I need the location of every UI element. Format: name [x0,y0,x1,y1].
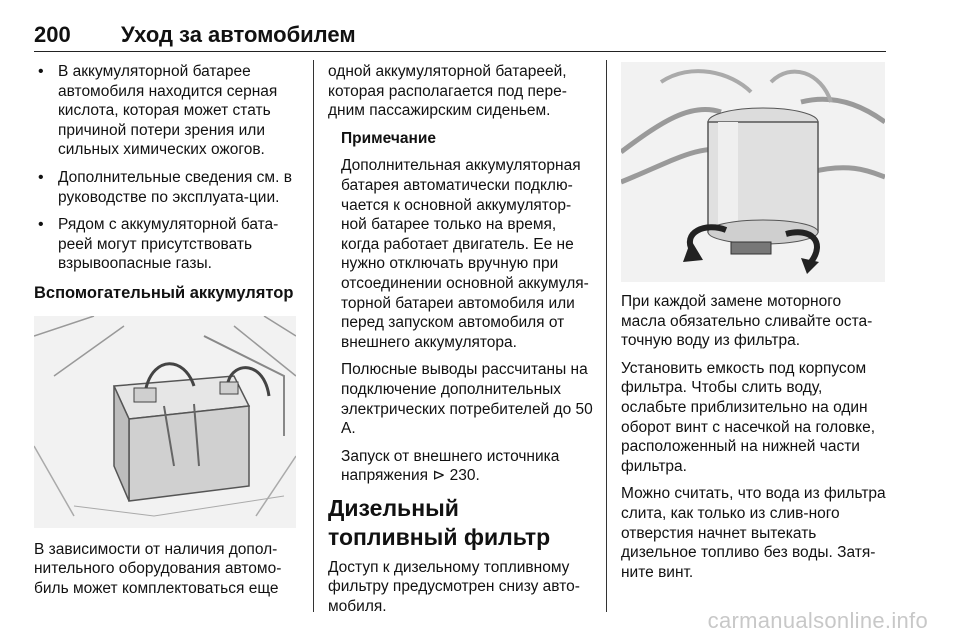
page-title: Уход за автомобилем [121,22,356,47]
column-divider-2 [606,60,607,612]
column-divider-1 [313,60,314,612]
diesel-filter-illustration [621,62,885,282]
note-heading: Примечание [341,129,436,147]
diesel-filter-access: Доступ к дизельному топливному фильтру предусмотрен снизу авто-мобиля. [328,558,580,616]
bullet-item: • Рядом с аккумуляторной бата-реей могут присутствовать взрывоопасные газы. [34,215,302,274]
page-header [34,22,894,52]
terminals-paragraph: Полюсные выводы рассчитаны на подключение дополнительных электрических потребителей до 50 А. [341,361,593,438]
aux-battery-paragraph: В зависимости от наличия допол-нительного оборудования автомо-биль может комплектоваться еще [34,540,282,597]
aux-battery-illustration [34,316,296,528]
filter-paragraph-1: При каждой замене моторного масла обязательно сливайте оста-точную воду из фильтра. [621,293,873,350]
filter-drawing [621,62,885,282]
battery-drawing [34,316,296,528]
column-2 [328,62,594,625]
header-rule [34,51,886,52]
note-text: Дополнительная аккумуляторная батарея автоматически подклю-чается к основной аккумулятор-ной батарее только на время, когда работает двигатель. Ее не нужно отключать вручную при отсоединении основной аккумуля-торной батареи автомобиля или перед запуском автомобиля от внешнего аккумулятора. [341,157,589,351]
jump-start-link[interactable]: Запуск от внешнего источника напряжения ⊳ 230. [341,447,560,485]
bullet-item: • В аккумуляторной батарее автомобиля находится серная кислота, которая может стать причиной потери зрения или сильных химических ожогов. [34,62,302,160]
section-title-diesel-filter: Дизельный топливный фильтр [328,494,551,550]
watermark: carmanualsonline.info [707,608,928,633]
note-block [328,129,594,353]
filter-paragraph-2: Установить емкость под корпусом фильтра. Чтобы слить воду, ослабьте приблизительно на один оборот винт с насечкой на головке, расположенный на нижней части фильтра. [621,359,876,475]
bullet-item: • Дополнительные сведения см. в руководстве по эксплуата-ции. [34,168,302,207]
subheading-aux-battery: Вспомогательный аккумулятор [34,283,294,302]
page-number: 200 [34,22,71,47]
filter-paragraph-3: Можно считать, что вода из фильтра слита, как только из слив-ного отверстия начнет вытекать дизельное топливо без воды. Затя-ните винт. [621,485,886,581]
column-1 [34,62,302,606]
aux-battery-location: одной аккумуляторной батареей, которая располагается под пере-дним пассажирским сиденьем. [328,63,567,120]
column-3 [621,62,889,590]
